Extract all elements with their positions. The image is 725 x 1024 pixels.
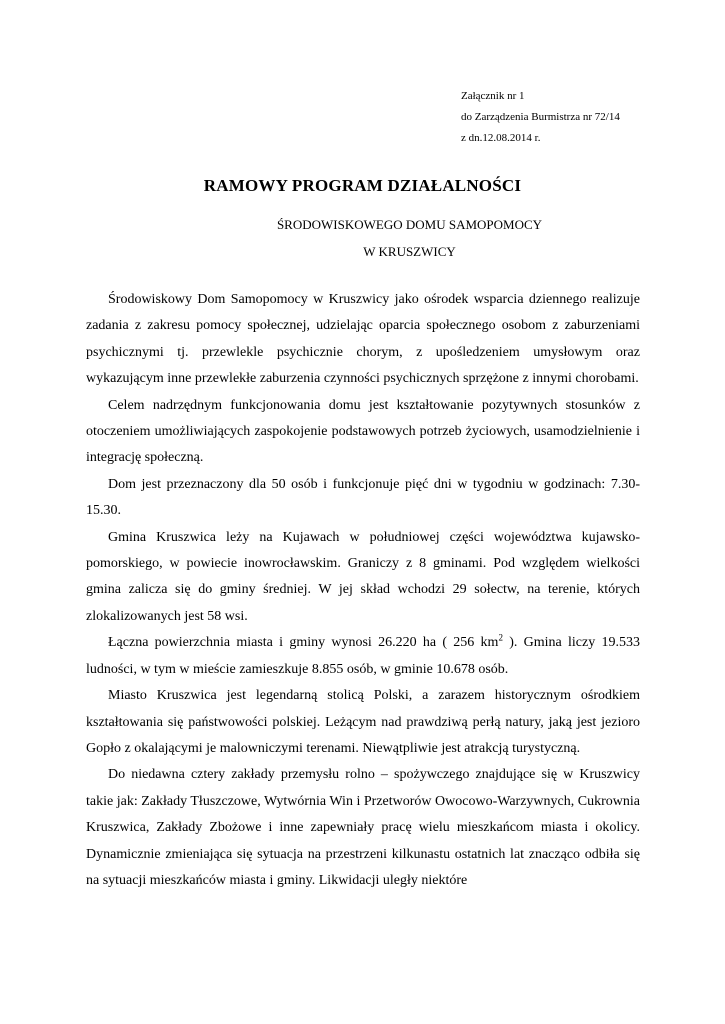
paragraph: Gmina Kruszwica leży na Kujawach w południowej części województwa kujawsko-pomorskiego, w powiecie inowrocławskim. Graniczy z 8 gminami. Pod względem wielkości gmina zalicza się do gminy średniej. W jej skład wchodzi 29 sołectw, na terenie, których zlokalizowanych jest 58 wsi.: [86, 529, 640, 624]
annex-reference: [461, 86, 620, 149]
paragraph-area-text: Łączna powierzchnia miasta i gminy wynosi 26.220 ha ( 256 km: [108, 635, 499, 651]
document-subtitle: ŚRODOWISKOWEGO DOMU SAMOPOMOCY: [276, 217, 543, 232]
paragraph-area: [86, 630, 640, 683]
paragraph-area-text-cont: ). Gmina liczy 19.533 ludności, w tym w mieście zamieszkuje 8.855 osób, w gminie 10.678 osób.: [86, 635, 640, 677]
document-subtitle-location: W KRUSZWICY: [363, 244, 456, 259]
document-title: RAMOWY PROGRAM DZIAŁALNOŚCI: [203, 176, 522, 195]
superscript: 2: [498, 632, 503, 643]
annex-date: z dn.12.08.2014 r.: [461, 132, 541, 144]
document-body: [86, 287, 640, 894]
paragraph: Do niedawna cztery zakłady przemysłu rolno – spożywczego znajdujące się w Kruszwicy takie jak: Zakłady Tłuszczowe, Wytwórnia Win i Przetworów Owocowo-Warzywnych, Cukrownia Kruszwica, Zakłady Zbożowe i inne zapewniały pracę wielu mieszkańcom miasta i okolicy. Dynamicznie zmieniająca się sytuacja na przestrzeni kilkunastu ostatnich lat znacząco odbiła się na sytuacji mieszkańców miasta i gminy. Likwidacji uległy niektóre: [86, 767, 640, 888]
annex-ordinance: do Zarządzenia Burmistrza nr 72/14: [461, 111, 620, 123]
paragraph: Miasto Kruszwica jest legendarną stolicą Polski, a zarazem historycznym ośrodkiem kształtowania się państwowości polskiej. Leżącym nad prawdziwą perłą natury, jaką jest jezioro Gopło z okalającymi je malowniczymi terenami. Niewątpliwie jest atrakcją turystyczną.: [86, 688, 640, 756]
annex-number: Załącznik nr 1: [461, 90, 525, 102]
paragraph: Celem nadrzędnym funkcjonowania domu jest kształtowanie pozytywnych stosunków z otoczeniem umożliwiających zaspokojenie podstawowych potrzeb życiowych, usamodzielnienie i integrację społeczną.: [86, 397, 640, 466]
paragraph: Dom jest przeznaczony dla 50 osób i funkcjonuje pięć dni w tygodniu w godzinach: 7.30-15.30.: [86, 476, 640, 519]
paragraph: Środowiskowy Dom Samopomocy w Kruszwicy jako ośrodek wsparcia dziennego realizuje zadania z zakresu pomocy społecznej, udzielając oparcia społecznego osobom z zaburzeniami psychicznymi tj. przewlekle psychicznie chorym, z upośledzeniem umysłowym oraz wykazującym inne przewlekłe zaburzenia czynności psychicznych sprzężone z innymi chorobami.: [86, 292, 640, 387]
